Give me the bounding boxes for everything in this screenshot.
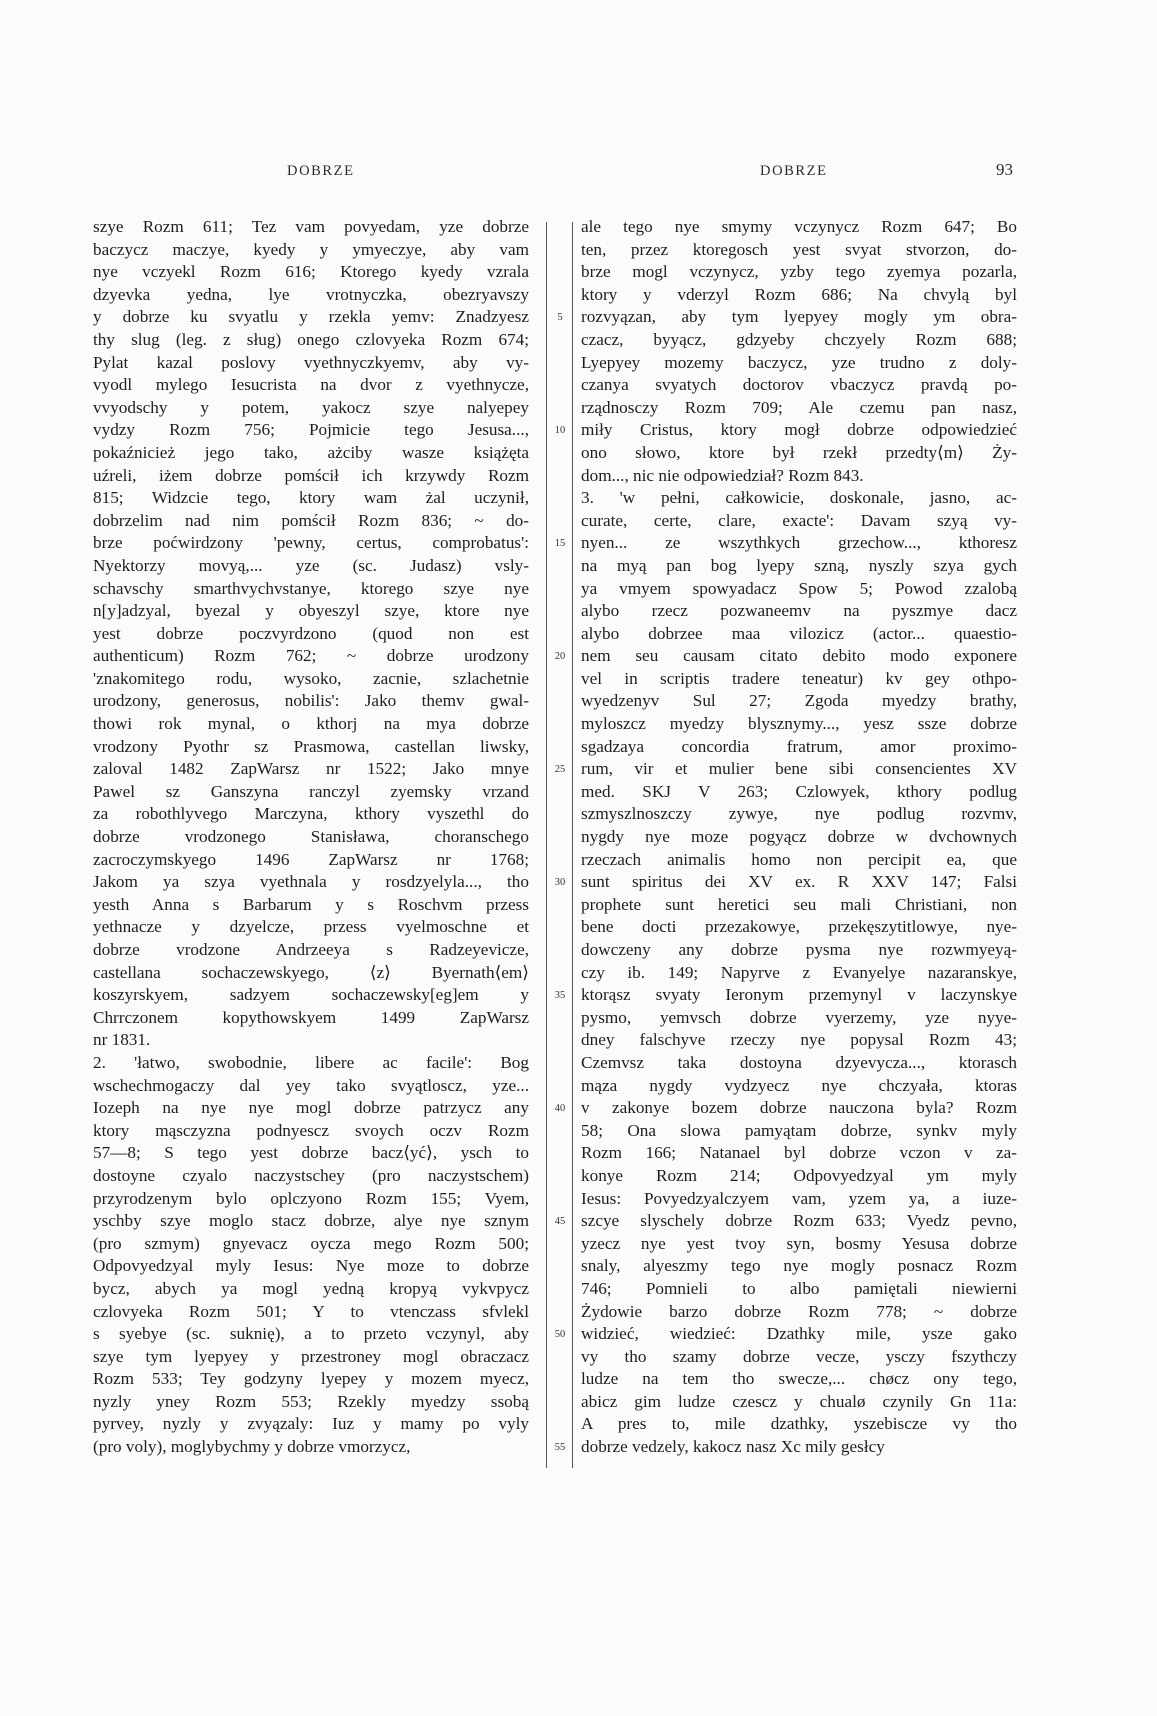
text-line: dzyevka yedna, lye vrotnyczka, obezryavszy — [93, 284, 529, 304]
text-line: thy slug (leg. z sług) onego czlovyeka Rozm 674; — [93, 329, 529, 349]
text-line: ten, przez ktoregosch yest svyat stvorzon, do- — [581, 239, 1017, 259]
text-line: vydzy Rozm 756; Pojmicie tego Jesusa..., — [93, 420, 529, 440]
line-number: 30 — [554, 877, 566, 889]
gutter-rule-left — [546, 222, 547, 1468]
text-line: pyrvey, nyzly y zvyązaly: Iuz y mamy po vyly — [93, 1414, 529, 1434]
text-line: nye vczyekl Rozm 616; Ktorego kyedy vzrala — [93, 262, 529, 282]
text-line: urodzony, generosus, nobilis': Jako themv gwal- — [93, 691, 529, 711]
text-line: ktorąsz svyaty Ieronym przemynyl v laczynskye — [581, 985, 1017, 1005]
text-line: (pro szmym) gnyevacz oycza mego Rozm 500; — [93, 1233, 529, 1253]
text-line: Iesus: Povyedzyalczyem vam, yzem ya, a iuze- — [581, 1188, 1017, 1208]
text-line: castellana sochaczewskyego, ⟨z⟩ Byernath⟨em⟩ — [93, 962, 529, 982]
text-line: ktory mąsczyzna podnyescz svoych oczv Rozm — [93, 1120, 529, 1140]
text-line: konye Rozm 214; Odpovyedzyal ym myly — [581, 1165, 1017, 1185]
text-line: Rozm 166; Natanael byl dobrze vczon v za- — [581, 1143, 1017, 1163]
text-line: 3. 'w pełni, całkowicie, doskonale, jasno, ac- — [581, 488, 1017, 508]
text-line: baczycz maczye, kyedy y ymyeczye, aby vam — [93, 239, 529, 259]
text-line: rzeczach animalis homo non percipit ea, que — [581, 849, 1017, 869]
text-line: nyzly yney Rozm 553; Rzekly myedzy ssobą — [93, 1391, 529, 1411]
text-line: dney falschyve rzeczy nye popysal Rozm 43; — [581, 1030, 1017, 1050]
running-head-right: DOBRZE — [760, 163, 828, 179]
text-line: Nyektorzy movyą,... yze (sc. Judasz) vsly- — [93, 555, 529, 575]
text-line: ktory y vderzyl Rozm 686; Na chvylą byl — [581, 284, 1017, 304]
text-line: Pylat kazal poslovy vyethnyczkyemv, aby vy- — [93, 352, 529, 372]
text-line: bycz, abych ya mogl yedną kropyą vykvpycz — [93, 1278, 529, 1298]
line-number: 10 — [554, 425, 566, 437]
text-line: alybo rzecz pozwaneemv na pyszmye dacz — [581, 601, 1017, 621]
text-line: brze mogl vczynycz, yzby tego zyemya pozarla, — [581, 262, 1017, 282]
text-line: A pres to, mile dzathky, yszebiscze vy tho — [581, 1414, 1017, 1434]
line-number: 5 — [557, 312, 563, 324]
text-line: mąza nygdy vydzyecz nye chczyała, ktoras — [581, 1075, 1017, 1095]
text-line: 746; Pomnieli to albo pamiętali niewierni — [581, 1278, 1017, 1298]
line-number: 50 — [554, 1329, 566, 1341]
text-line: ludze na tem tho swecze,... chøcz ony tego, — [581, 1369, 1017, 1389]
text-line: yest dobrze poczvyrdzono (quod non est — [93, 623, 529, 643]
running-head-left: DOBRZE — [287, 163, 355, 179]
text-line: uźreli, iżem dobrze pomścił ich krzywdy Rozm — [93, 465, 529, 485]
text-line: yzecz nye yest tvoy syn, bosmy Yesusa dobrze — [581, 1233, 1017, 1253]
text-line: dostoyne czyalo naczystschey (pro naczystschem) — [93, 1165, 529, 1185]
text-line: alybo dobrzee maa vilozicz (actor... quaestio- — [581, 623, 1017, 643]
text-line: nyen... ze wszythkych grzechow..., kthoresz — [581, 533, 1017, 553]
text-line: ale tego nye smymy vczynycz Rozm 647; Bo — [581, 217, 1017, 236]
text-line: Jakom ya szya vyethnala y rosdzyelyla..., tho — [93, 872, 529, 892]
line-number: 35 — [554, 990, 566, 1002]
text-line: yschby szye moglo stacz dobrze, alye nye sznym — [93, 1211, 529, 1231]
text-line: pokaźnicież jego tako, ażciby wasze książęta — [93, 442, 529, 462]
text-line: nem seu causam citato debito modo exponere — [581, 646, 1017, 666]
text-line: 57—8; S tego yest dobrze bacz⟨yć⟩, ysch to — [93, 1143, 529, 1163]
text-line: szye Rozm 611; Tez vam povyedam, yze dobrze — [93, 217, 529, 236]
text-line: 'znakomitego rodu, wysoko, zacnie, szlachetnie — [93, 668, 529, 688]
text-line: s syebye (sc. suknię), a to przeto vczynyl, aby — [93, 1324, 529, 1344]
text-line: dowczeny any dobrze pysma nye rozwmyeyą- — [581, 940, 1017, 959]
text-line: wschechmogaczy dal yey tako svyątloscz, yze... — [93, 1075, 529, 1095]
text-line: koszyrskyem, sadzyem sochaczewsky[eg]em y — [93, 985, 529, 1005]
text-line: dobrze vrodzone Andrzeeya s Radzeyevicze, — [93, 940, 529, 959]
text-line: y dobrze ku svyatlu y rzekla yemv: Znadzyesz — [93, 307, 529, 327]
text-line: myloszcz myedzy blysznymy..., yesz ssze dobrze — [581, 714, 1017, 734]
text-line: 2. 'łatwo, swobodnie, libere ac facile': Bog — [93, 1052, 529, 1072]
line-number: 20 — [554, 651, 566, 663]
text-line: szcye slyschely dobrze Rozm 633; Vyedz pevno, — [581, 1211, 1017, 1231]
text-line: vel in scriptis tradere teneatur) kv gey othpo- — [581, 668, 1017, 688]
text-line: yethnacze y dzyelcze, przess vyelmoschne et — [93, 917, 529, 937]
text-line: curate, certe, clare, exacte': Davam szyą vy- — [581, 510, 1017, 530]
line-number: 25 — [554, 764, 566, 776]
text-line: dobrze vedzely, kakocz nasz Xc mily gesłcy — [581, 1437, 885, 1457]
text-line: pysmo, yemvsch dobrze vyerzemy, yze nyye- — [581, 1007, 1017, 1027]
text-line: yesth Anna s Barbarum y s Roschvm przess — [93, 894, 529, 914]
text-line: brze poćwirdzony 'pewny, certus, comprobatus': — [93, 533, 529, 553]
text-line: vyodl mylego Iesucrista na dvor z vyethnycze, — [93, 375, 529, 395]
text-line: przyrodzenym bylo oplczyono Rozm 155; Vyem, — [93, 1188, 529, 1208]
text-line: snaly, alyeszmy tego nye mogly posnacz Rozm — [581, 1256, 1017, 1276]
page-number: 93 — [996, 160, 1013, 179]
text-line: bene docti przezakowye, przekęszytitlowye, nye- — [581, 917, 1017, 937]
text-line: nygdy nye moze pogyącz dobrze w dvchownych — [581, 827, 1017, 847]
text-line: thowi rok mynal, o kthorj na mya dobrze — [93, 714, 529, 734]
text-line: vy tho szamy dobrze vecze, ysczy fszythczy — [581, 1346, 1017, 1366]
text-line: Lyepyey mozemy baczycz, yze trudno z doly- — [581, 352, 1017, 372]
text-line: dobrzelim nad nim pomścił Rozm 836; ~ do- — [93, 510, 529, 530]
text-line: 815; Widzcie tego, ktory wam żal uczynił, — [93, 488, 529, 508]
text-line: szye tym lyepyey y przestroney mogl obraczacz — [93, 1346, 529, 1366]
text-line: czy ib. 149; Napyrve z Evanyelye nazaranskye, — [581, 962, 1017, 982]
text-line: authenticum) Rozm 762; ~ dobrze urodzony — [93, 646, 529, 666]
text-line: sunt spiritus dei XV ex. R XXV 147; Falsi — [581, 872, 1017, 892]
line-number: 55 — [554, 1442, 566, 1454]
text-line: Żydowie barzo dobrze Rozm 778; ~ dobrze — [581, 1301, 1017, 1321]
text-line: ya vmyem spowyadacz Spow 5; Powod zzalobą — [581, 578, 1017, 598]
line-number: 45 — [554, 1216, 566, 1228]
text-line: widzieć, wiedzieć: Dzathky mile, ysze gako — [581, 1324, 1017, 1344]
line-number: 40 — [554, 1103, 566, 1115]
text-line: czlovyeka Rozm 501; Y to vtenczass sfvlekl — [93, 1301, 529, 1321]
right-column — [581, 216, 1017, 1459]
text-line: ono słowo, ktore był rzekł przedty⟨m⟩ Ży- — [581, 442, 1017, 462]
text-line: rządnosczy Rozm 709; Ale czemu pan nasz, — [581, 397, 1017, 417]
text-line: za robothlyvego Marczyna, kthory vyszethl do — [93, 804, 529, 824]
text-line: Czemvsz taka dostoyna dzyevycza..., ktorasch — [581, 1052, 1017, 1072]
text-line: czacz, byyącz, gdzyeby chczyely Rozm 688; — [581, 329, 1017, 349]
text-line: abicz gim ludze czescz y chualø czynily Gn 11a: — [581, 1391, 1017, 1411]
text-line: szmyszlnoszczy zywye, nye podlug rozvmv, — [581, 804, 1017, 824]
text-line: na myą pan bog lyepy szną, nyszly szya gych — [581, 555, 1017, 575]
text-line: prophete sunt heretici seu mali Christiani, non — [581, 894, 1017, 914]
text-line: n[y]adzyal, byezal y obyeszyl szye, ktore nye — [93, 601, 529, 621]
text-line: rum, vir et mulier bene sibi consencientes XV — [581, 759, 1017, 779]
text-line: nr 1831. — [93, 1030, 151, 1050]
text-line: zacroczymskyego 1496 ZapWarsz nr 1768; — [93, 849, 529, 869]
text-line: dobrze vrodzonego Stanisława, choranschego — [93, 827, 529, 847]
text-line: czanya svyatych doctorov vbaczycz pravdą po- — [581, 375, 1017, 395]
left-column — [93, 216, 529, 1459]
text-line: Odpovyedzyal myly Iesus: Nye moze to dobrze — [93, 1256, 529, 1276]
text-line: rozvyązan, aby tym lyepyey mogly ym obra- — [581, 307, 1017, 327]
text-line: Rozm 533; Tey godzyny lyepey y mozem myecz, — [93, 1369, 529, 1389]
text-line: vvyodschy y potem, yakocz szye nalyepey — [93, 397, 529, 417]
text-line: (pro voly), moglybychmy y dobrze vmorzycz, — [93, 1437, 411, 1457]
text-line: sgadzaya concordia fratrum, amor proximo- — [581, 736, 1017, 756]
text-line: vrodzony Pyothr sz Prasmowa, castellan liwsky, — [93, 736, 529, 756]
text-line: Pawel sz Ganszyna ranczyl zyemsky vrzand — [93, 781, 529, 801]
text-line: wyedzenyv Sul 27; Zgoda myedzy brathy, — [581, 691, 1017, 711]
text-line: 58; Ona slowa pamyątam dobrze, synkv myly — [581, 1120, 1017, 1140]
text-line: Iozeph na nye nye mogl dobrze patrzycz any — [93, 1098, 529, 1118]
text-line: med. SKJ V 263; Czlowyek, kthory podlug — [581, 781, 1017, 801]
line-number: 15 — [554, 538, 566, 550]
text-line: miły Cristus, ktory mogł dobrze odpowiedzieć — [581, 420, 1017, 440]
text-line: Chrrczonem kopythowskyem 1499 ZapWarsz — [93, 1007, 529, 1027]
text-line: zaloval 1482 ZapWarsz nr 1522; Jako mnye — [93, 759, 529, 779]
text-line: schavschy smarthvychvstanye, ktorego szye nye — [93, 578, 529, 598]
text-line: v zakonye bozem dobrze nauczona byla? Rozm — [581, 1098, 1017, 1118]
text-line: dom..., nic nie odpowiedział? Rozm 843. — [581, 465, 864, 485]
gutter-rule-right — [572, 222, 573, 1468]
